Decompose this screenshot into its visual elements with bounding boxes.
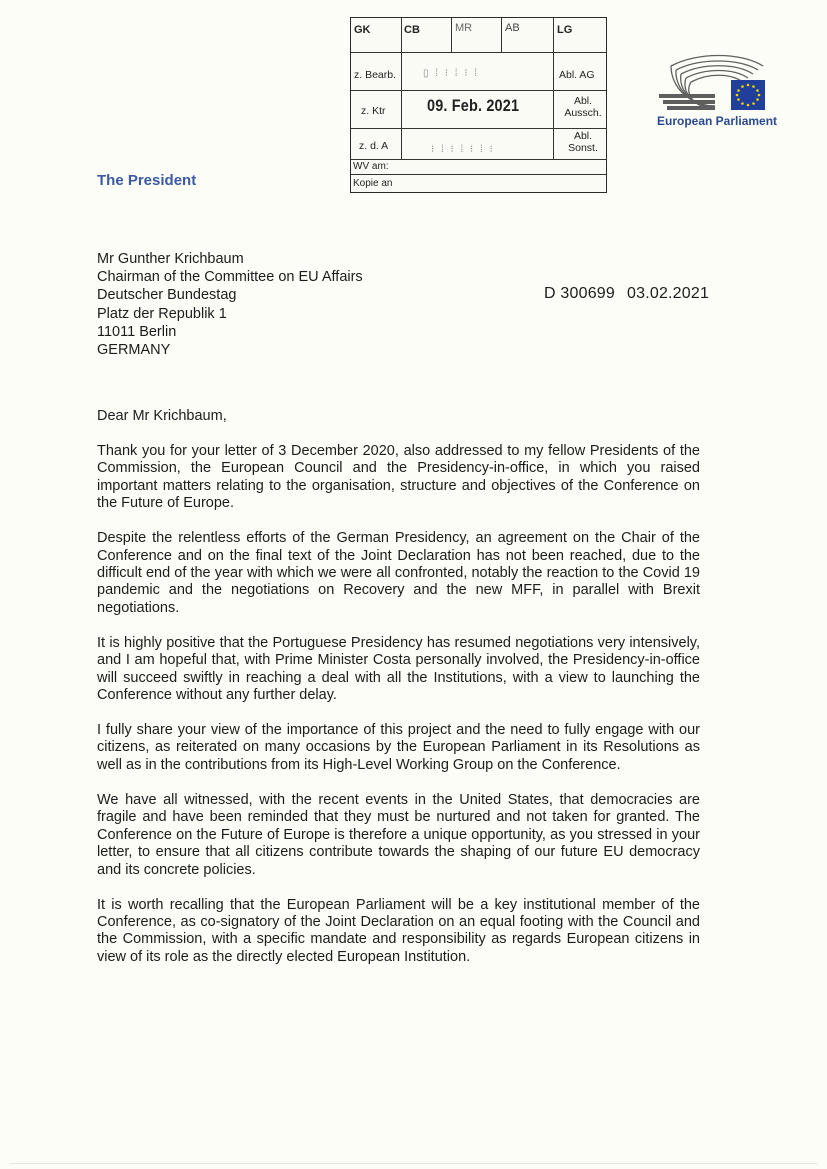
letter-body (97, 443, 700, 984)
reference-number: D 300699 (544, 285, 615, 302)
recipient-address (97, 250, 363, 359)
address-line: 11011 Berlin (97, 323, 177, 340)
incoming-mail-stamp (350, 17, 607, 193)
paragraph: It is highly positive that the Portuguese Presidency has resumed negotiations very intensively, and I am hopeful that, with Prime Minister Costa personally involved, the Presidency-in-office will succeed swiftly in reaching a deal with all the Institutions, with a view to launching the Conference without any further delay. (97, 634, 700, 704)
institution-name: European Parliament (657, 114, 778, 128)
stamp-kopie-label: Kopie an (353, 178, 393, 189)
stamp-abl-sonst: Abl. Sonst. (568, 130, 598, 154)
reference-date: 03.02.2021 (627, 285, 710, 302)
stamp-lg: LG (557, 24, 573, 36)
sender-office: The President (97, 172, 197, 189)
stamp-abl-aussch: Abl. Aussch. (564, 95, 602, 119)
address-line: Platz der Republik 1 (97, 305, 227, 322)
european-parliament-logo-icon (657, 50, 769, 112)
stamp-mr: MR (455, 22, 473, 34)
address-line: Deutscher Bundestag (97, 287, 237, 304)
stamp-smudge-1: ▯ ⁞ ⁝ ⁞ ⁝ ⁞ (423, 68, 480, 79)
stamp-bearb-label: z. Bearb. (354, 69, 397, 81)
stamp-zda-label: z. d. A (359, 140, 389, 152)
stamp-ktr-label: z. Ktr (361, 105, 386, 117)
stamp-received-date: 09. Feb. 2021 (427, 96, 520, 115)
reference-line (544, 285, 709, 303)
paragraph: We have all witnessed, with the recent events in the United States, that democracies are fragile and have been reminded that they must be nurtured and not taken for granted. The Conference on the Future of Europe is therefore a unique opportunity, as you stressed in your letter, to ensure that all citizens contribute towards the shaping of our future EU democracy and its concrete policies. (97, 791, 700, 878)
salutation: Dear Mr Krichbaum, (97, 408, 227, 424)
address-line: Mr Gunther Krichbaum (97, 251, 244, 267)
paragraph: I fully share your view of the importance of this project and the need to fully engage with our citizens, as reiterated on many occasions by the European Parliament in its Resolutions as well as in the contributions from its High-Level Working Group on the Conference. (97, 722, 700, 773)
page-edge-divider (10, 1163, 817, 1164)
stamp-abl-ag: Abl. AG (559, 69, 595, 81)
address-line: Chairman of the Committee on EU Affairs (97, 269, 363, 286)
paragraph: It is worth recalling that the European Parliament will be a key institutional member of the Conference, as co-signatory of the Joint Declaration on an equal footing with the Council and the Commission, with a specific mandate and responsibility as regards European citizens in view of its role as the directly elected European Institution. (97, 896, 700, 965)
stamp-smudge-2: ⁝ ⁞ ⁝ ⁞ ⁝ ⁞ ⁝ (431, 144, 495, 155)
stamp-gk: GK (354, 24, 371, 36)
stamp-cb: CB (404, 24, 420, 36)
stamp-wv-label: WV am: (353, 161, 389, 172)
paragraph: Thank you for your letter of 3 December 2020, also addressed to my fellow Presidents of the Commission, the European Council and the Presidency-in-office, in which you raised important matters relating to the organisation, structure and objectives of the Conference on the Future of Europe. (97, 443, 700, 512)
stamp-ab: AB (505, 22, 520, 34)
paragraph: Despite the relentless efforts of the German Presidency, an agreement on the Chair of the Conference and on the final text of the Joint Declaration has not been reached, due to the difficult end of the year with which we were all confronted, notably the reaction to the Covid 19 pandemic and the negotiations on Recovery and the new MFF, in parallel with Brexit negotiations. (97, 530, 700, 616)
address-line: GERMANY (97, 342, 171, 359)
